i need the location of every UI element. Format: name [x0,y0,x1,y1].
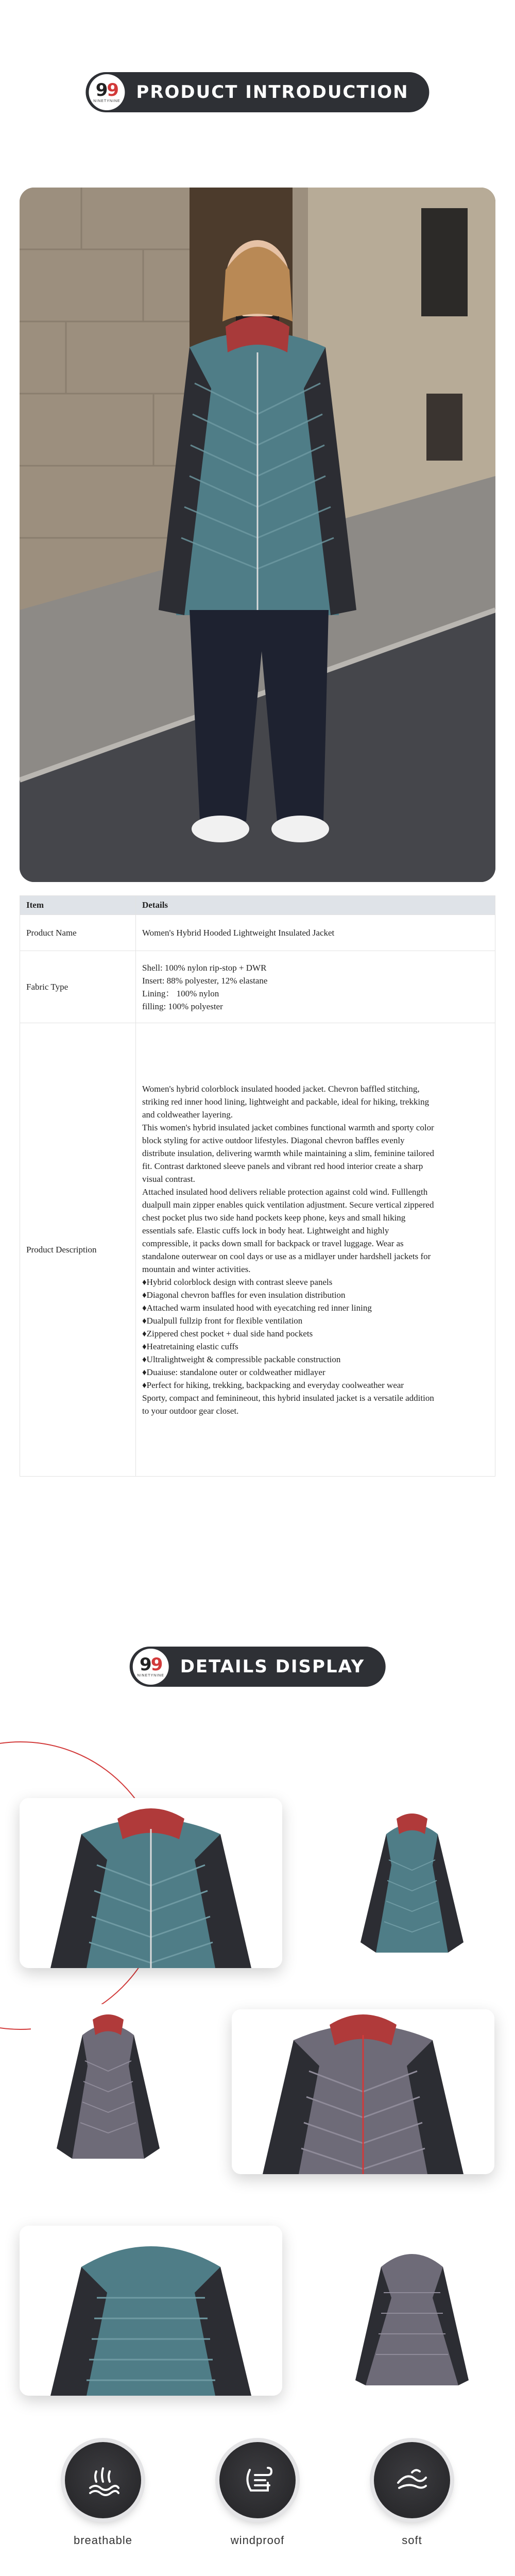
detail-image-teal-full [330,1803,494,1968]
detail-image-grey-front-closeup [232,2009,494,2174]
detail-image-grey-full [31,2004,185,2174]
fabric-line: Lining： 100% nylon [142,988,219,998]
table-row-product-name [20,915,495,951]
section-title-label: PRODUCT INTRODUCTION [136,82,409,103]
description-line: ♦Ultralightweight & compressible packable construction [142,1354,341,1364]
description-line: and coldweather layering. [142,1109,233,1120]
row-label: Fabric Type [20,951,136,1023]
description-line: Sporty, compact and feminineout, this hybrid insulated jacket is a versatile addition [142,1393,434,1403]
product-description-value [136,1023,495,1477]
row-label: Product Name [20,915,136,951]
product-spec-table [20,895,495,1477]
breathable-icon [65,2442,141,2518]
description-line: dualpull main zipper enables quick ventilation adjustment. Secure vertical zippered [142,1199,434,1210]
table-row-fabric-type [20,951,495,1023]
description-line: compressible, it packs down small for backpack or travel luggage. Wear as [142,1238,404,1248]
description-line: ♦Diagonal chevron baffles for even insulation distribution [142,1290,346,1300]
description-line: distribute insulation, delivering warmth while maintaining a slim, feminine tailored [142,1148,435,1158]
feature-label: soft [402,2534,422,2547]
description-line: ♦Dualpull fullzip front for flexible ventilation [142,1315,303,1326]
section-title-product-introduction [85,72,429,112]
feature-windproof [201,2442,314,2547]
description-line: visual contrast. [142,1174,195,1184]
fabric-line: Insert: 88% polyester, 12% elastane [142,975,268,986]
description-line: ♦Hybrid colorblock design with contrast sleeve panels [142,1277,333,1287]
section-title-label: DETAILS DISPLAY [180,1656,365,1677]
description-line: mountain and winter activities. [142,1264,251,1274]
detail-image-grey-back [330,2231,494,2401]
brand-logo: 99 NINETYNINE [89,74,125,110]
description-line: ♦Heatretaining elastic cuffs [142,1341,238,1351]
description-line: ♦Attached warm insulated hood with eyecatching red inner lining [142,1302,372,1313]
soft-icon [374,2442,450,2518]
description-line: to your outdoor gear closet. [142,1405,239,1416]
brand-logo: 99 NINETYNINE [133,1649,169,1685]
description-line: standalone outerwear on cool days or use as a midlayer under hardshell jackets for [142,1251,431,1261]
table-header-item: Item [20,896,136,915]
description-line: Women's hybrid colorblock insulated hooded jacket. Chevron baffled stitching, [142,1083,420,1094]
description-line: essentials safe. Elastic cuffs lock in body heat. Lightweight and highly [142,1225,389,1235]
description-line: Attached insulated hood delivers reliable protection against cold wind. Fulllength [142,1187,428,1197]
windproof-icon [219,2442,296,2518]
description-line: chest pocket plus two side hand pockets keep phone, keys and small hiking [142,1212,406,1223]
detail-image-teal-back [20,2226,282,2396]
feature-label: breathable [74,2534,132,2547]
feature-soft [355,2442,469,2547]
description-line: striking red inner hood lining, lightweight and packable, ideal for hiking, trekking [142,1096,430,1107]
table-header-details: Details [136,896,495,915]
fabric-line: Shell: 100% nylon rip-stop + DWR [142,962,267,973]
description-line: ♦Zippered chest pocket + dual side hand pockets [142,1328,313,1338]
feature-breathable [46,2442,160,2547]
detail-image-teal-front-closeup [20,1798,282,1968]
product-name-value: Women's Hybrid Hooded Lightweight Insulated Jacket [136,915,495,951]
description-line: block styling for active outdoor lifestyles. Diagonal chevron baffles evenly [142,1135,405,1145]
row-label: Product Description [20,1023,136,1477]
fabric-type-value [136,951,495,1023]
description-line: This women's hybrid insulated jacket combines functional warmth and sporty color [142,1122,434,1132]
description-line: ♦Duaiuse: standalone outer or coldweather midlayer [142,1367,325,1377]
fabric-line: filling: 100% polyester [142,1001,223,1011]
hero-model-photo [20,188,495,882]
section-title-details-display [130,1647,386,1687]
table-row-product-description [20,1023,495,1477]
feature-label: windproof [230,2534,285,2547]
description-line: ♦Perfect for hiking, trekking, backpacking and everyday coolweather wear [142,1380,404,1390]
description-line: fit. Contrast darktoned sleeve panels and vibrant red hood interior create a sharp [142,1161,423,1171]
